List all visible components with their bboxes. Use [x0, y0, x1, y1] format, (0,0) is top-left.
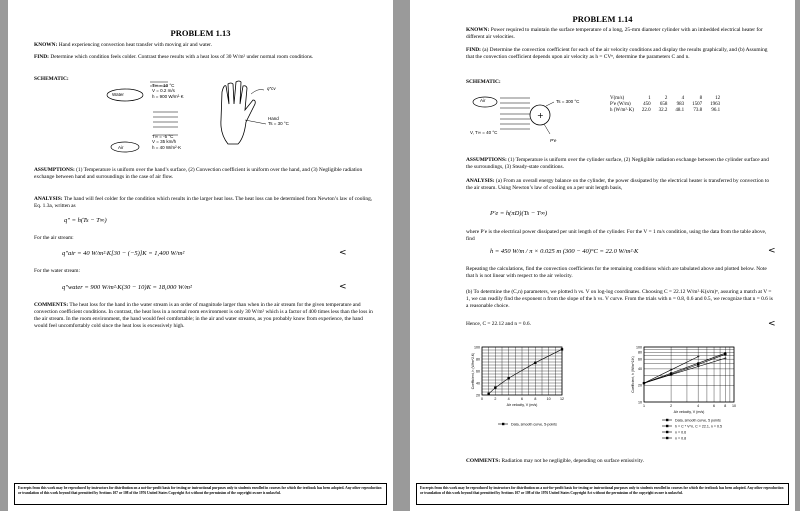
analysis-label: ANALYSIS:	[466, 178, 495, 184]
air-h: h = 40 W/m²·K	[152, 144, 182, 150]
find-label: FIND:	[34, 54, 49, 60]
x-tick-label: 8	[534, 397, 537, 401]
air-velocity: V = 35 km/h	[152, 139, 177, 145]
table-cell: 658	[659, 102, 668, 107]
analysis-section	[466, 178, 776, 192]
water-velocity: V = 0.2 m/s	[152, 88, 175, 94]
y-axis-label: Coefficient, h (W/m^2.K)	[631, 356, 635, 393]
table-cell: 4	[681, 96, 685, 101]
legend-label: h = C * V^n, C = 22.1, n = 0.5	[675, 424, 722, 429]
x-tick-label: 10	[732, 404, 736, 408]
equation-water: q″water = 900 W/m²·K(30 − 10)K = 18,000 W/m²	[62, 284, 192, 291]
air-ellipse	[111, 142, 139, 152]
comments-text: The heat loss for the hand in the water stream is an order of magnitude larger than when in the air stream for the given temperature and convection coefficient conditions. In contrast, the heat loss in a normal room environment is only 30 W/m² which is a factor of 400 times less than the loss in the air stream. In the room environment, the hand would feel comfortable; in the air and water streams, as you probably know from experience, the hand would feel uncomfortably cold since the heat loss is excessively high.	[34, 302, 373, 329]
x-tick-label: 0	[481, 397, 483, 401]
equation-h: h = 450 W/m / π × 0.025 m (300 − 40)°C = 22.0 W/m²·K	[490, 248, 639, 255]
hand-pointer	[245, 120, 266, 124]
result-mark-water: <	[339, 282, 347, 292]
analysis-text: The hand will feel colder for the condition which results in the larger heat loss. The heat loss can be determined from Newton’s law of cooling, Eq. 1.3a, written as	[34, 196, 373, 209]
air-label: Air	[118, 145, 124, 150]
cylinder-schematic	[470, 88, 595, 148]
find-text: (a) Determine the convection coefficient for each of the air velocity conditions and display the results graphically, and (b) Assuming that the convection coefficient depends upon air velocity as h = CVⁿ, determine the parameters C and n.	[466, 47, 768, 60]
assumptions-text: (1) Temperature is uniform over the hand’s surface, (2) Convection coefficient is uniform over the hand, and (3) Negligible radiation exchange between hand and surroundings in the case of air flow.	[34, 167, 363, 180]
hand-labels	[268, 116, 289, 127]
known-text: Power required to maintain the surface temperature of a long, 25-mm diameter cylinder with an imbedded electrical heater for different air velocities.	[466, 27, 763, 40]
right-page	[410, 0, 795, 511]
assumptions-label: ASSUMPTIONS:	[466, 157, 507, 163]
legend-marker	[666, 431, 668, 433]
x-tick-label: 6	[521, 397, 523, 401]
y-tick-label: 100	[474, 345, 480, 350]
legend-label: Data, smooth curve, 5 points	[675, 418, 721, 423]
find-label: FIND:	[466, 47, 481, 53]
comments-text: Radiation may not be negligible, depending on surface emissivity.	[501, 458, 644, 464]
comments-section	[466, 458, 776, 465]
table-cell: 1	[648, 96, 651, 101]
table-cell: 2	[664, 96, 668, 101]
left-page	[8, 0, 393, 511]
hand-label: Hand	[268, 116, 279, 121]
known-text: Hand experiencing convection heat transfer with moving air and water.	[58, 42, 212, 48]
known-label: KNOWN:	[466, 27, 490, 33]
find-section	[466, 47, 776, 61]
y-tick-label: 20	[638, 383, 642, 388]
hand-schematic	[88, 80, 328, 165]
x-tick-label: 10	[546, 397, 551, 401]
hand-outline	[221, 81, 255, 144]
table-cell: P′e (W/m)	[610, 102, 631, 107]
h-vs-v-linear-chart	[468, 344, 618, 440]
comments-section	[34, 302, 374, 330]
flow-arrows	[153, 112, 178, 135]
data-point	[494, 386, 496, 388]
legend-marker	[666, 437, 668, 439]
table-cell: V(m/s)	[610, 96, 625, 101]
equation-newton: q″ = h(Ts − T∞)	[64, 217, 107, 224]
y-tick-label: 20	[476, 393, 480, 398]
air-temp: T∞ = -5 °C	[152, 134, 174, 139]
table-cell: 1507	[692, 102, 703, 107]
table-cell: 450	[643, 102, 651, 107]
assumptions-section	[466, 157, 776, 171]
part-b-text: (b) To determine the (C,n) parameters, we plotted h vs. V on log-log coordinates. Choosing C = 22.12 W/m²·K(s/m)ⁿ, assuring a match at V = 1, we can readily find the exponent n from the slope of the h vs. V curve. From the trials with n = 0.8, 0.6 and 0.5, we recognize that n = 0.6 is a reasonable choice.	[466, 289, 773, 309]
data-table	[606, 96, 724, 114]
water-conditions	[152, 83, 184, 99]
table-cell: 73.8	[693, 108, 703, 113]
where-text: where P′e is the electrical power dissipated per unit length of the cylinder. For the V = 1 m/s condition, using the data from the table above, find	[466, 229, 767, 242]
heat-flux-label: q″cv	[267, 86, 276, 91]
data-point	[487, 393, 489, 395]
x-tick-label: 4	[697, 404, 700, 408]
table-cell: 12	[715, 96, 721, 101]
y-tick-label: 80	[476, 357, 480, 362]
x-tick-label: 2	[494, 397, 497, 401]
data-point	[697, 362, 699, 364]
legend-label: n = 0.6	[675, 430, 687, 435]
table-cell: 1963	[710, 102, 721, 107]
heat-flux-arrow	[251, 90, 264, 95]
table-cell: 8	[699, 96, 703, 101]
legend-label: Data, smooth curve, 5-points	[511, 422, 557, 427]
water-stream-label: For the water stream:	[34, 268, 80, 274]
air-flow-arrows	[500, 98, 530, 129]
known-section	[34, 42, 374, 49]
y-tick-label: 60	[638, 357, 642, 362]
surface-temp-label: Ts = 300 °C	[556, 99, 580, 104]
x-tick-label: 1	[643, 404, 645, 408]
y-tick-label: 40	[476, 381, 480, 386]
comments-label: COMMENTS:	[34, 302, 69, 308]
y-tick-label: 100	[636, 345, 642, 350]
series-line	[644, 353, 725, 383]
result-mark-air: <	[339, 248, 347, 258]
y-tick-label: 80	[638, 350, 642, 355]
table-cell: h (W/m²·K)	[610, 108, 634, 113]
h-vs-v-loglog-chart	[628, 344, 783, 450]
hence-text: Hence, C = 22.12 and n = 0.6.	[466, 321, 531, 327]
legend-marker	[666, 425, 668, 427]
analysis-label: ANALYSIS:	[34, 196, 63, 202]
schematic-label: SCHEMATIC:	[466, 79, 501, 85]
table-cell: 32.2	[658, 108, 668, 113]
equation-energy-balance: P′e = h(πD)(Ts − T∞)	[490, 210, 548, 217]
equation-air: q″air = 40 W/m²·K[30 − (−5)]K = 1,400 W/m²	[62, 250, 185, 257]
table-cell: 48.1	[675, 108, 685, 113]
legend-marker	[666, 419, 668, 421]
x-axis-label: Air velocity, V (m/s)	[673, 410, 705, 414]
x-tick-label: 12	[560, 397, 564, 401]
hand-temp: Ts = 30 °C	[268, 121, 289, 127]
data-point	[697, 355, 699, 357]
assumptions-text: (1) Temperature is uniform over the cylinder surface, (2) Negligible radiation exchange between the cylinder surface and the surroundings, (3) Steady-state conditions.	[466, 157, 769, 170]
assumptions-label: ASSUMPTIONS:	[34, 167, 75, 173]
x-axis-label: Air velocity, V (m/s)	[506, 403, 538, 407]
svg-text:+: +	[537, 111, 544, 120]
series-line	[644, 358, 725, 383]
copyright-footer: Excerpts from this work may be reproduced by instructors for distribution on a not-for-profit basis for testing or instructional purposes only to students enrolled in courses for which the textbook has been adopted. Any other reproduction or translation of this work beyond that permitted by Sections 107 or 108 of the 1976 United States Copyright Act without the permission of the copyright owner is unlawful.	[14, 483, 387, 505]
y-axis-label: Coefficient, h (W/m^2.K)	[471, 352, 475, 390]
known-label: KNOWN:	[34, 42, 58, 48]
water-label: Water	[112, 92, 124, 97]
table-cell: 983	[676, 102, 685, 107]
table-cell: 22.0	[641, 108, 651, 113]
table-row	[606, 108, 724, 114]
assumptions-section	[34, 167, 374, 181]
data-point	[670, 372, 672, 374]
y-tick-label: 60	[476, 369, 480, 374]
result-mark-cn: <	[768, 319, 776, 329]
x-tick-label: 6	[713, 404, 716, 408]
data-point	[561, 348, 563, 350]
table-cell: 96.1	[711, 108, 721, 113]
legend-marker	[502, 423, 504, 425]
y-tick-label: 40	[638, 367, 642, 372]
schematic-label: SCHEMATIC:	[34, 76, 69, 82]
repeat-text: Repeating the calculations, find the convection coefficients for the remaining conditions which are tabulated above and plotted below. Note that h is not linear with respect to the air velocity.	[466, 266, 767, 279]
analysis-text: (a) From an overall energy balance on the cylinder, the power dissipated by the electrical heater is transferred by convection to the air stream. Using Newton’s law of cooling on a per unit length basis,	[466, 178, 770, 191]
x-tick-label: 4	[507, 397, 510, 401]
data-point	[507, 377, 509, 379]
water-temp: T∞ = 10 °C	[152, 83, 175, 88]
power-label: P′e	[550, 138, 557, 143]
air-stream-label: For the air stream:	[34, 235, 74, 241]
x-tick-label: 8	[724, 404, 727, 408]
air-label: Air	[480, 98, 486, 103]
air-conditions	[152, 134, 181, 150]
analysis-section	[34, 196, 374, 210]
find-text: Determine which condition feels colder. Contrast these results with a heat loss of 30 W/m² under normal room conditions.	[50, 54, 314, 60]
known-section	[466, 27, 776, 41]
y-tick-label: 10	[638, 400, 642, 405]
comments-label: COMMENTS:	[466, 458, 501, 464]
data-point	[534, 362, 536, 364]
legend-label: n = 0.8	[675, 436, 687, 441]
page-title: PROBLEM 1.13	[170, 28, 231, 38]
water-h: h = 900 W/m²·K	[152, 93, 184, 99]
data-point	[724, 352, 726, 354]
x-tick-label: 2	[670, 404, 673, 408]
copyright-footer: Excerpts from this work may be reproduced by instructors for distribution on a not-for-profit basis for testing or instructional purposes only to students enrolled in courses for which the textbook has been adopted. Any other reproduction or translation of this work beyond that permitted by Sections 107 or 108 of the 1976 United States Copyright Act without the permission of the copyright owner is unlawful.	[416, 483, 789, 505]
find-section	[34, 54, 374, 61]
freestream-label: V, T∞ = 40 °C	[470, 130, 498, 135]
result-mark-h: <	[768, 246, 776, 256]
page-title: PROBLEM 1.14	[572, 14, 633, 24]
